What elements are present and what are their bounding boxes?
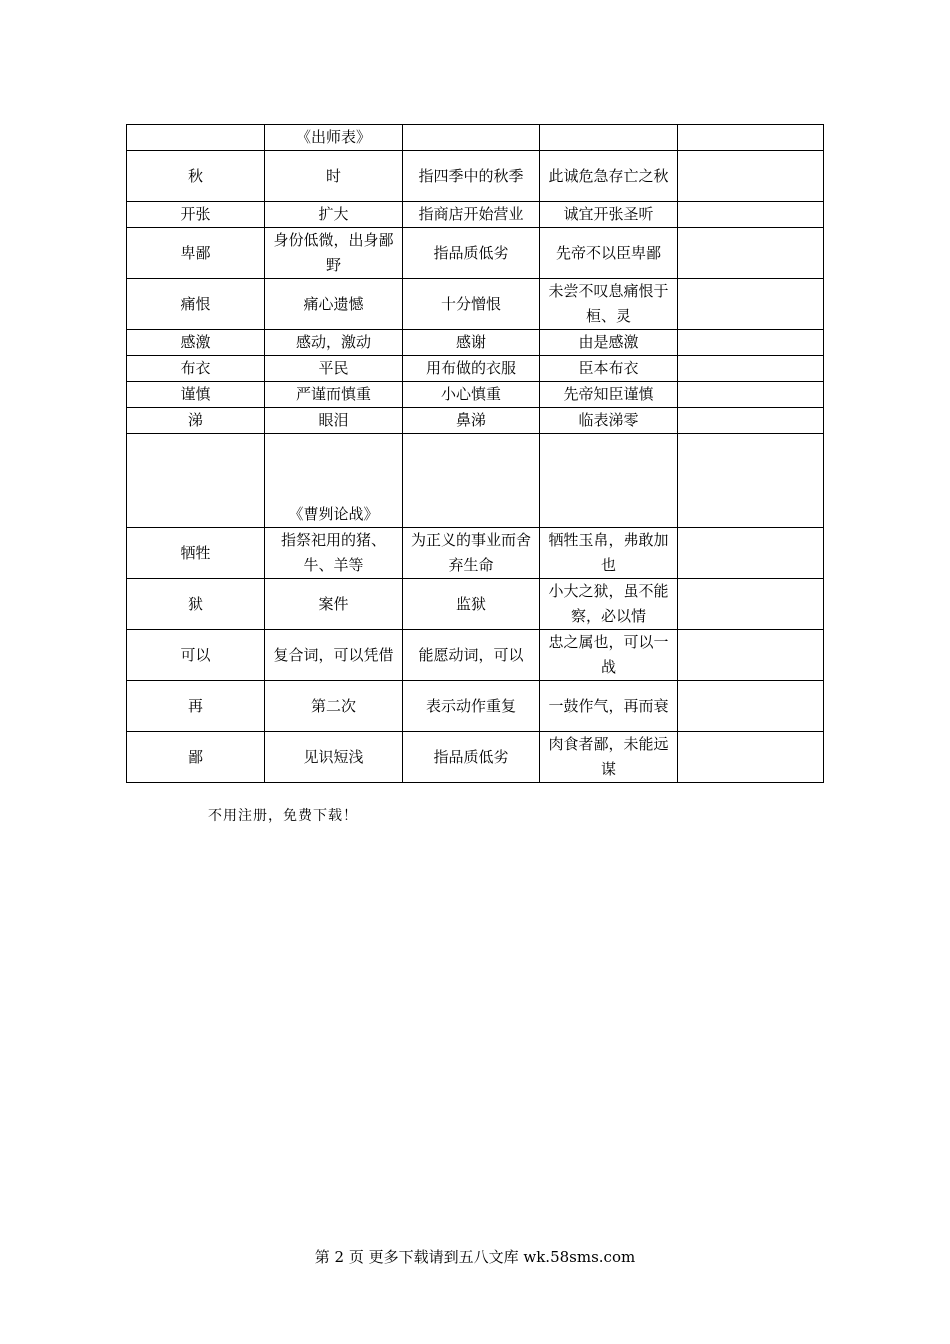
example-sentence-cell: 诚宜开张圣听	[540, 202, 678, 228]
modern-meaning-cell: 指品质低劣	[403, 732, 540, 783]
modern-meaning-cell	[403, 434, 540, 528]
example-sentence-cell: 小大之狱，虽不能察，必以情	[540, 579, 678, 630]
ancient-meaning-cell: 眼泪	[265, 408, 403, 434]
table-row	[127, 681, 824, 732]
modern-meaning-cell: 能愿动词，可以	[403, 630, 540, 681]
blank-cell	[678, 228, 824, 279]
modern-meaning-cell: 指四季中的秋季	[403, 151, 540, 202]
ancient-meaning-cell: 见识短浅	[265, 732, 403, 783]
modern-meaning-cell: 用布做的衣服	[403, 356, 540, 382]
word-cell: 涕	[127, 408, 265, 434]
word-cell: 感激	[127, 330, 265, 356]
blank-cell	[678, 330, 824, 356]
modern-meaning-cell: 监狱	[403, 579, 540, 630]
ancient-meaning-cell: 《曹刿论战》	[265, 434, 403, 528]
example-sentence-cell: 牺牲玉帛，弗敢加也	[540, 528, 678, 579]
table-row	[127, 382, 824, 408]
page-footer: 第 2 页 更多下载请到五八文库 wk.58sms.com	[314, 1248, 636, 1266]
blank-cell	[678, 382, 824, 408]
blank-cell	[678, 279, 824, 330]
modern-meaning-cell: 为正义的事业而舍弃生命	[403, 528, 540, 579]
ancient-meaning-cell: 平民	[265, 356, 403, 382]
ancient-meaning-cell: 第二次	[265, 681, 403, 732]
word-cell: 谨慎	[127, 382, 265, 408]
example-sentence-cell: 肉食者鄙，未能远谋	[540, 732, 678, 783]
ancient-meaning-cell: 感动，激动	[265, 330, 403, 356]
word-cell	[127, 125, 265, 151]
table-row	[127, 279, 824, 330]
blank-cell	[678, 579, 824, 630]
blank-cell	[678, 434, 824, 528]
blank-cell	[678, 408, 824, 434]
word-cell: 牺牲	[127, 528, 265, 579]
word-cell: 再	[127, 681, 265, 732]
example-sentence-cell: 先帝知臣谨慎	[540, 382, 678, 408]
table-row	[127, 228, 824, 279]
example-sentence-cell	[540, 125, 678, 151]
word-cell: 布衣	[127, 356, 265, 382]
table-row	[127, 356, 824, 382]
blank-cell	[678, 528, 824, 579]
example-sentence-cell: 一鼓作气，再而衰	[540, 681, 678, 732]
example-sentence-cell: 由是感激	[540, 330, 678, 356]
modern-meaning-cell: 指品质低劣	[403, 228, 540, 279]
word-cell: 可以	[127, 630, 265, 681]
word-cell: 开张	[127, 202, 265, 228]
blank-cell	[678, 356, 824, 382]
word-cell: 狱	[127, 579, 265, 630]
ancient-meaning-cell: 严谨而慎重	[265, 382, 403, 408]
example-sentence-cell	[540, 434, 678, 528]
table-row	[127, 125, 824, 151]
vocabulary-table	[126, 124, 824, 783]
word-cell: 痛恨	[127, 279, 265, 330]
table-row	[127, 202, 824, 228]
blank-cell	[678, 630, 824, 681]
modern-meaning-cell: 感谢	[403, 330, 540, 356]
table-row	[127, 434, 824, 528]
ancient-meaning-cell: 指祭祀用的猪、牛、羊等	[265, 528, 403, 579]
modern-meaning-cell: 表示动作重复	[403, 681, 540, 732]
ancient-meaning-cell: 复合词，可以凭借	[265, 630, 403, 681]
table-row	[127, 579, 824, 630]
blank-cell	[678, 202, 824, 228]
modern-meaning-cell	[403, 125, 540, 151]
table-row	[127, 330, 824, 356]
word-cell: 鄙	[127, 732, 265, 783]
blank-cell	[678, 125, 824, 151]
example-sentence-cell: 臣本布衣	[540, 356, 678, 382]
example-sentence-cell: 未尝不叹息痛恨于桓、灵	[540, 279, 678, 330]
blank-cell	[678, 681, 824, 732]
ancient-meaning-cell: 痛心遗憾	[265, 279, 403, 330]
blank-cell	[678, 151, 824, 202]
word-cell: 秋	[127, 151, 265, 202]
example-sentence-cell: 忠之属也，可以一战	[540, 630, 678, 681]
modern-meaning-cell: 小心慎重	[403, 382, 540, 408]
download-note: 不用注册，免费下载！	[208, 808, 358, 824]
example-sentence-cell: 此诚危急存亡之秋	[540, 151, 678, 202]
example-sentence-cell: 临表涕零	[540, 408, 678, 434]
table-row	[127, 732, 824, 783]
modern-meaning-cell: 鼻涕	[403, 408, 540, 434]
table-row	[127, 408, 824, 434]
ancient-meaning-cell: 《出师表》	[265, 125, 403, 151]
word-cell: 卑鄙	[127, 228, 265, 279]
ancient-meaning-cell: 扩大	[265, 202, 403, 228]
ancient-meaning-cell: 案件	[265, 579, 403, 630]
word-cell	[127, 434, 265, 528]
table-row	[127, 528, 824, 579]
modern-meaning-cell: 指商店开始营业	[403, 202, 540, 228]
ancient-meaning-cell: 身份低微，出身鄙野	[265, 228, 403, 279]
ancient-meaning-cell: 时	[265, 151, 403, 202]
table-row	[127, 151, 824, 202]
modern-meaning-cell: 十分憎恨	[403, 279, 540, 330]
table-row	[127, 630, 824, 681]
blank-cell	[678, 732, 824, 783]
example-sentence-cell: 先帝不以臣卑鄙	[540, 228, 678, 279]
